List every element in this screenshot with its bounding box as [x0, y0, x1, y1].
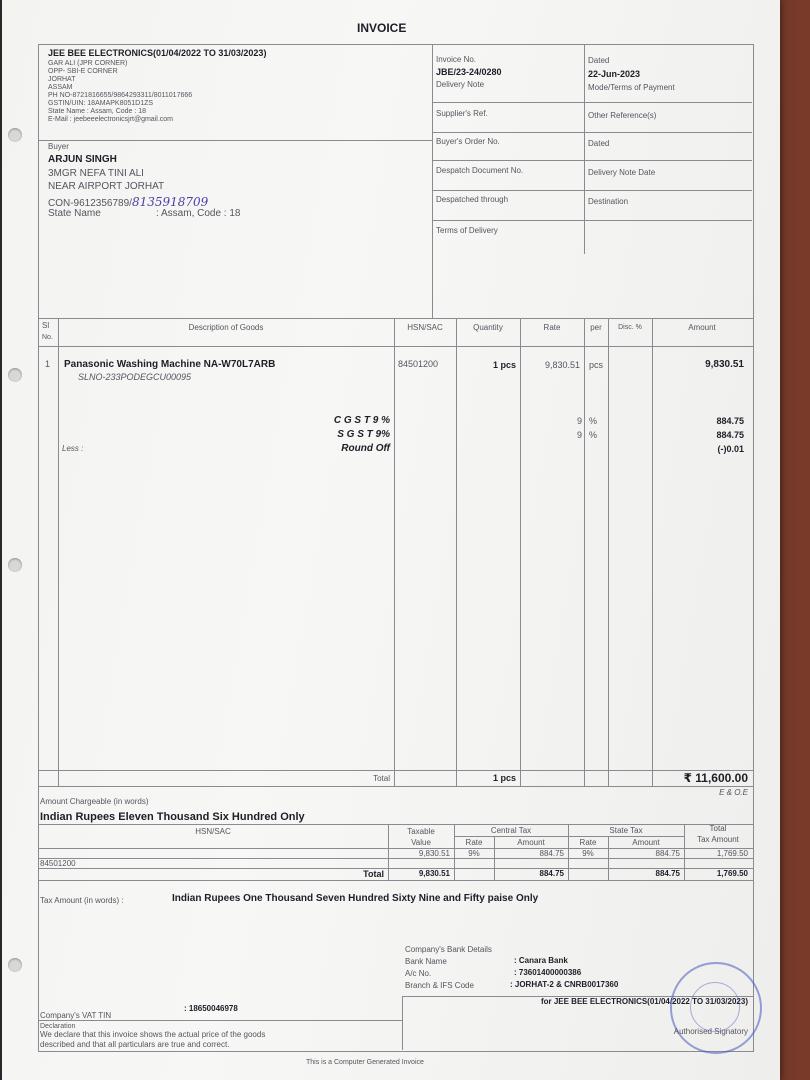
buyer-order-label: Buyer's Order No. — [436, 137, 500, 146]
company-seal-stamp — [670, 962, 762, 1054]
declaration-line1: We declare that this invoice shows the actual price of the goods — [40, 1030, 266, 1039]
buyer-contact-printed: CON-9612356789/ — [48, 198, 132, 209]
col-header-sl: Sl — [42, 321, 50, 330]
footer-note: This is a Computer Generated Invoice — [306, 1059, 424, 1066]
buyer-state-value: : Assam, Code : 18 — [156, 208, 241, 219]
bank-branch-value: : JORHAT-2 & CNRB0017360 — [510, 980, 619, 989]
tax-col-taxable-value: Value — [411, 838, 431, 847]
tax-sgst-name: S G S T 9% — [337, 429, 390, 440]
punch-hole — [8, 958, 22, 972]
eoe-label: E & O.E — [719, 788, 748, 797]
tax-total-taxable: 9,830.51 — [418, 869, 450, 878]
vat-value: : 18650046978 — [184, 1004, 238, 1013]
declaration-title: Declaration — [40, 1023, 76, 1030]
invoice-no-label: Invoice No. — [436, 55, 477, 64]
mode-terms-label: Mode/Terms of Payment — [588, 83, 675, 92]
tax-col-total: Total — [709, 824, 727, 833]
seller-address-line: GAR ALI (JPR CORNER) — [48, 60, 128, 67]
bank-ac-label: A/c No. — [405, 969, 432, 978]
round-off-amount: (-)0.01 — [717, 444, 744, 454]
invoice-paper — [2, 0, 780, 1080]
col-header-qty: Quantity — [473, 323, 503, 332]
seller-phone: PH NO-8721816655/9864293311/8011017666 — [48, 92, 193, 99]
seller-address-line: OPP- SBI-E CORNER — [48, 68, 118, 75]
tax-col-central-amount: Amount — [517, 838, 545, 847]
tax-sgst-rate: 9 — [576, 430, 582, 440]
tax-col-taxable: Taxable — [407, 827, 435, 836]
item-rate: 9,830.51 — [544, 360, 580, 370]
tax-col-state-rate: Rate — [579, 838, 597, 847]
buyer-name: ARJUN SINGH — [48, 154, 117, 165]
declaration-line2: described and that all particulars are true and correct. — [40, 1040, 230, 1049]
despatched-through-label: Despatched through — [436, 195, 509, 204]
tax-row-central-rate: 9% — [468, 849, 480, 858]
amount-words-value: Indian Rupees Eleven Thousand Six Hundred Only — [40, 811, 305, 823]
col-header-desc: Description of Goods — [188, 323, 264, 332]
item-sl: 1 — [45, 359, 51, 369]
tax-row-state-amount: 884.75 — [655, 849, 680, 858]
company-seal-inner — [690, 982, 740, 1032]
invoice-no-value: JBE/23-24/0280 — [436, 67, 502, 77]
seller-address-line: JORHAT — [48, 76, 76, 83]
item-serial: SLNO-233PODEGCU00095 — [78, 372, 192, 382]
dated-value: 22-Jun-2023 — [588, 69, 641, 79]
buyer-address-line: 3MGR NEFA TINI ALI — [48, 168, 144, 179]
seller-email: E-Mail : jeebeeelectronicsjrt@gmail.com — [48, 116, 173, 123]
tax-sgst-amount: 884.75 — [716, 430, 744, 440]
buyer-state-label: State Name — [48, 208, 101, 219]
buyer-contact-handwritten: 8135918709 — [131, 195, 209, 209]
invoice-title: INVOICE — [357, 21, 407, 35]
tax-total-total: 1,769.50 — [716, 869, 748, 878]
supplier-ref-label: Supplier's Ref. — [436, 109, 488, 118]
buyer-address-line: NEAR AIRPORT JORHAT — [48, 181, 165, 192]
bank-ac-value: : 73601400000386 — [514, 968, 582, 977]
item-hsn: 84501200 — [398, 359, 439, 369]
seller-state: State Name : Assam, Code : 18 — [48, 108, 147, 115]
delivery-note-label: Delivery Note — [436, 80, 485, 89]
buyer-label: Buyer — [48, 142, 69, 151]
tax-cgst-unit: % — [589, 416, 598, 426]
punch-hole — [8, 368, 22, 382]
tax-cgst-name: C G S T 9 % — [333, 415, 390, 426]
tax-cgst-amount: 884.75 — [716, 416, 744, 426]
vat-label: Company's VAT TIN — [40, 1011, 112, 1020]
punch-hole — [8, 558, 22, 572]
authorised-signatory: Authorised Signatory — [673, 1027, 748, 1036]
tax-words-label: Tax Amount (in words) : — [40, 896, 124, 905]
tax-words-value: Indian Rupees One Thousand Seven Hundred Sixty Nine and Fifty paise Only — [172, 893, 539, 904]
seller-gstin: GSTIN/UIN: 18AMAPK8051D1ZS — [48, 100, 154, 107]
item-description: Panasonic Washing Machine NA-W70L7ARB — [64, 359, 276, 370]
tax-col-central-rate: Rate — [465, 838, 483, 847]
tax-cgst-rate: 9 — [576, 416, 582, 426]
bank-branch-label: Branch & IFS Code — [405, 981, 474, 990]
order-dated-label: Dated — [588, 139, 610, 148]
tax-row-total: 1,769.50 — [716, 849, 748, 858]
terms-delivery-label: Terms of Delivery — [436, 226, 498, 235]
tax-total-label: Total — [363, 869, 384, 879]
bank-name-label: Bank Name — [405, 957, 447, 966]
destination-label: Destination — [588, 197, 629, 206]
tax-row-hsn: 84501200 — [40, 859, 76, 868]
seller-name: JEE BEE ELECTRONICS(01/04/2022 TO 31/03/2023) — [48, 48, 267, 58]
col-header-rate: Rate — [543, 323, 561, 332]
tax-total-state: 884.75 — [655, 869, 680, 878]
dated-label: Dated — [588, 56, 610, 65]
delivery-note-date-label: Delivery Note Date — [588, 168, 656, 177]
col-header-hsn: HSN/SAC — [407, 323, 443, 332]
tax-col-hsn: HSN/SAC — [195, 827, 231, 836]
despatch-doc-label: Despatch Document No. — [436, 166, 524, 175]
tax-row-taxable: 9,830.51 — [418, 849, 450, 858]
tax-col-state-amount: Amount — [632, 838, 660, 847]
signature-for-line: for JEE BEE ELECTRONICS(01/04/2022 TO 31/03/2023) — [540, 997, 748, 1006]
tax-row-central-amount: 884.75 — [539, 849, 564, 858]
col-header-amount: Amount — [688, 323, 716, 332]
total-qty: 1 pcs — [492, 773, 516, 783]
tax-row-state-rate: 9% — [582, 849, 594, 858]
bank-name-value: : Canara Bank — [514, 956, 568, 965]
total-label: Total — [373, 774, 390, 783]
col-header-no: No. — [42, 334, 53, 341]
col-header-per: per — [590, 323, 602, 332]
item-amount: 9,830.51 — [705, 359, 744, 370]
bank-title: Company's Bank Details — [405, 945, 492, 954]
total-amount: ₹ 11,600.00 — [683, 771, 748, 785]
seller-address-line: ASSAM — [48, 84, 73, 91]
tax-sgst-unit: % — [589, 430, 598, 440]
less-label: Less : — [62, 444, 84, 453]
round-off-name: Round Off — [341, 443, 390, 454]
item-per: pcs — [589, 360, 604, 370]
tax-total-central: 884.75 — [539, 869, 564, 878]
item-qty: 1 pcs — [492, 360, 516, 370]
tax-col-central: Central Tax — [490, 826, 532, 835]
amount-words-label: Amount Chargeable (in words) — [40, 797, 149, 806]
tax-col-state: State Tax — [609, 826, 643, 835]
col-header-disc: Disc. % — [618, 324, 642, 331]
punch-hole — [8, 128, 22, 142]
tax-col-total-amount: Tax Amount — [697, 835, 739, 844]
other-ref-label: Other Reference(s) — [588, 111, 657, 120]
